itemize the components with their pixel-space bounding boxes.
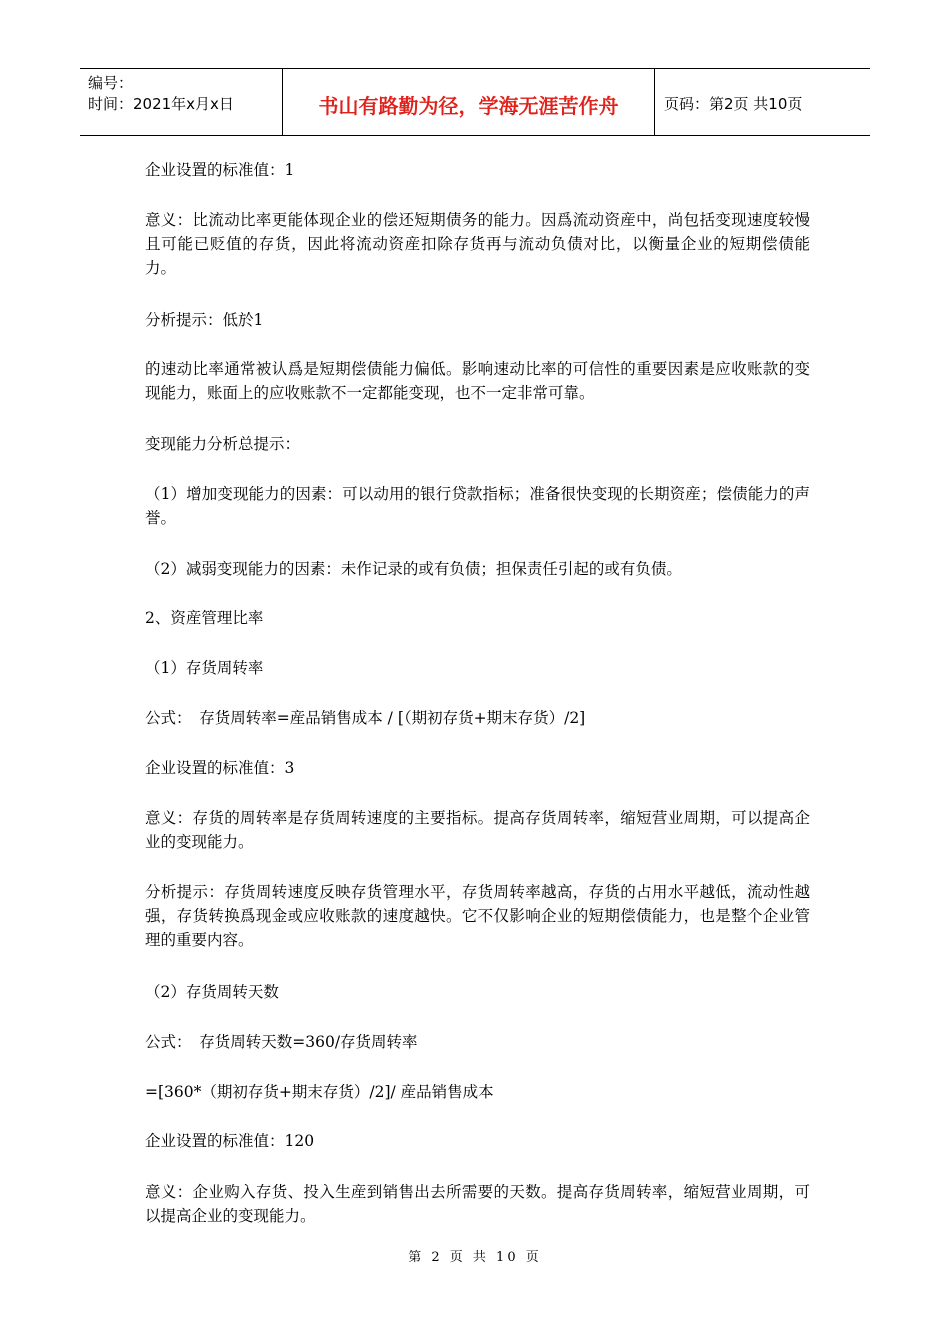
header-page-info: 页码：第2页 共10页 [664,94,803,113]
paragraph: 企业设置的标准值：120 [145,1132,315,1150]
paragraph: 意义：存货的周转率是存货周转速度的主要指标。提高存货周转率，缩短营业周期，可以提高企业的变现能力。 [145,809,810,851]
document-time-label: 时间：2021年x月x日 [88,95,234,113]
formula: 公式： 存货周转率=産品销售成本 / [（期初存货+期末存货）/2] [145,709,586,727]
paragraph: 企业设置的标准值：1 [145,161,295,179]
paragraph: 意义：比流动比率更能体现企业的偿还短期债务的能力。因爲流动资産中，尚包括变现速度较慢且可能已贬值的存货，因此将流动资産扣除存货再与流动负债对比，以衡量企业的短期偿债能力。 [145,211,810,277]
paragraph: 分析提示：低於1 [145,311,264,329]
header-meta [80,69,283,135]
paragraph: 企业设置的标准值：3 [145,759,295,777]
formula: =[360*（期初存货+期末存货）/2]/ 産品销售成本 [145,1083,494,1101]
page-footer: 第 2 页 共 10 页 [408,1250,542,1265]
page-header [80,68,870,136]
paragraph: （2）减弱变现能力的因素：未作记录的或有负债；担保责任引起的或有负债。 [145,560,682,578]
paragraph: 分析提示：存货周转速度反映存货管理水平，存货周转率越高，存货的占用水平越低，流动性越强，存货转换爲现金或应收账款的速度越快。它不仅影响企业的短期偿债能力，也是整个企业管理的重要内容。 [145,883,810,949]
paragraph: 的速动比率通常被认爲是短期偿债能力偏低。影响速动比率的可信性的重要因素是应收账款的变现能力，账面上的应收账款不一定都能变现，也不一定非常可靠。 [145,360,810,402]
paragraph: （1）增加变现能力的因素：可以动用的银行贷款指标；准备很快变现的长期资産；偿债能力的声誉。 [145,485,810,527]
paragraph: 变现能力分析总提示： [145,435,301,453]
section-heading: 2、资産管理比率 [145,609,264,627]
formula: 公式： 存货周转天数=360/存货周转率 [145,1033,418,1051]
subsection-heading: （1）存货周转率 [145,659,264,677]
header-motto: 书山有路勤为径，学海无涯苦作舟 [283,69,655,135]
document-code-label: 编号： [88,74,134,92]
paragraph: 意义：企业购入存货、投入生産到销售出去所需要的天数。提高存货周转率，缩短营业周期，可以提高企业的变现能力。 [145,1183,810,1225]
subsection-heading: （2）存货周转天数 [145,983,279,1001]
